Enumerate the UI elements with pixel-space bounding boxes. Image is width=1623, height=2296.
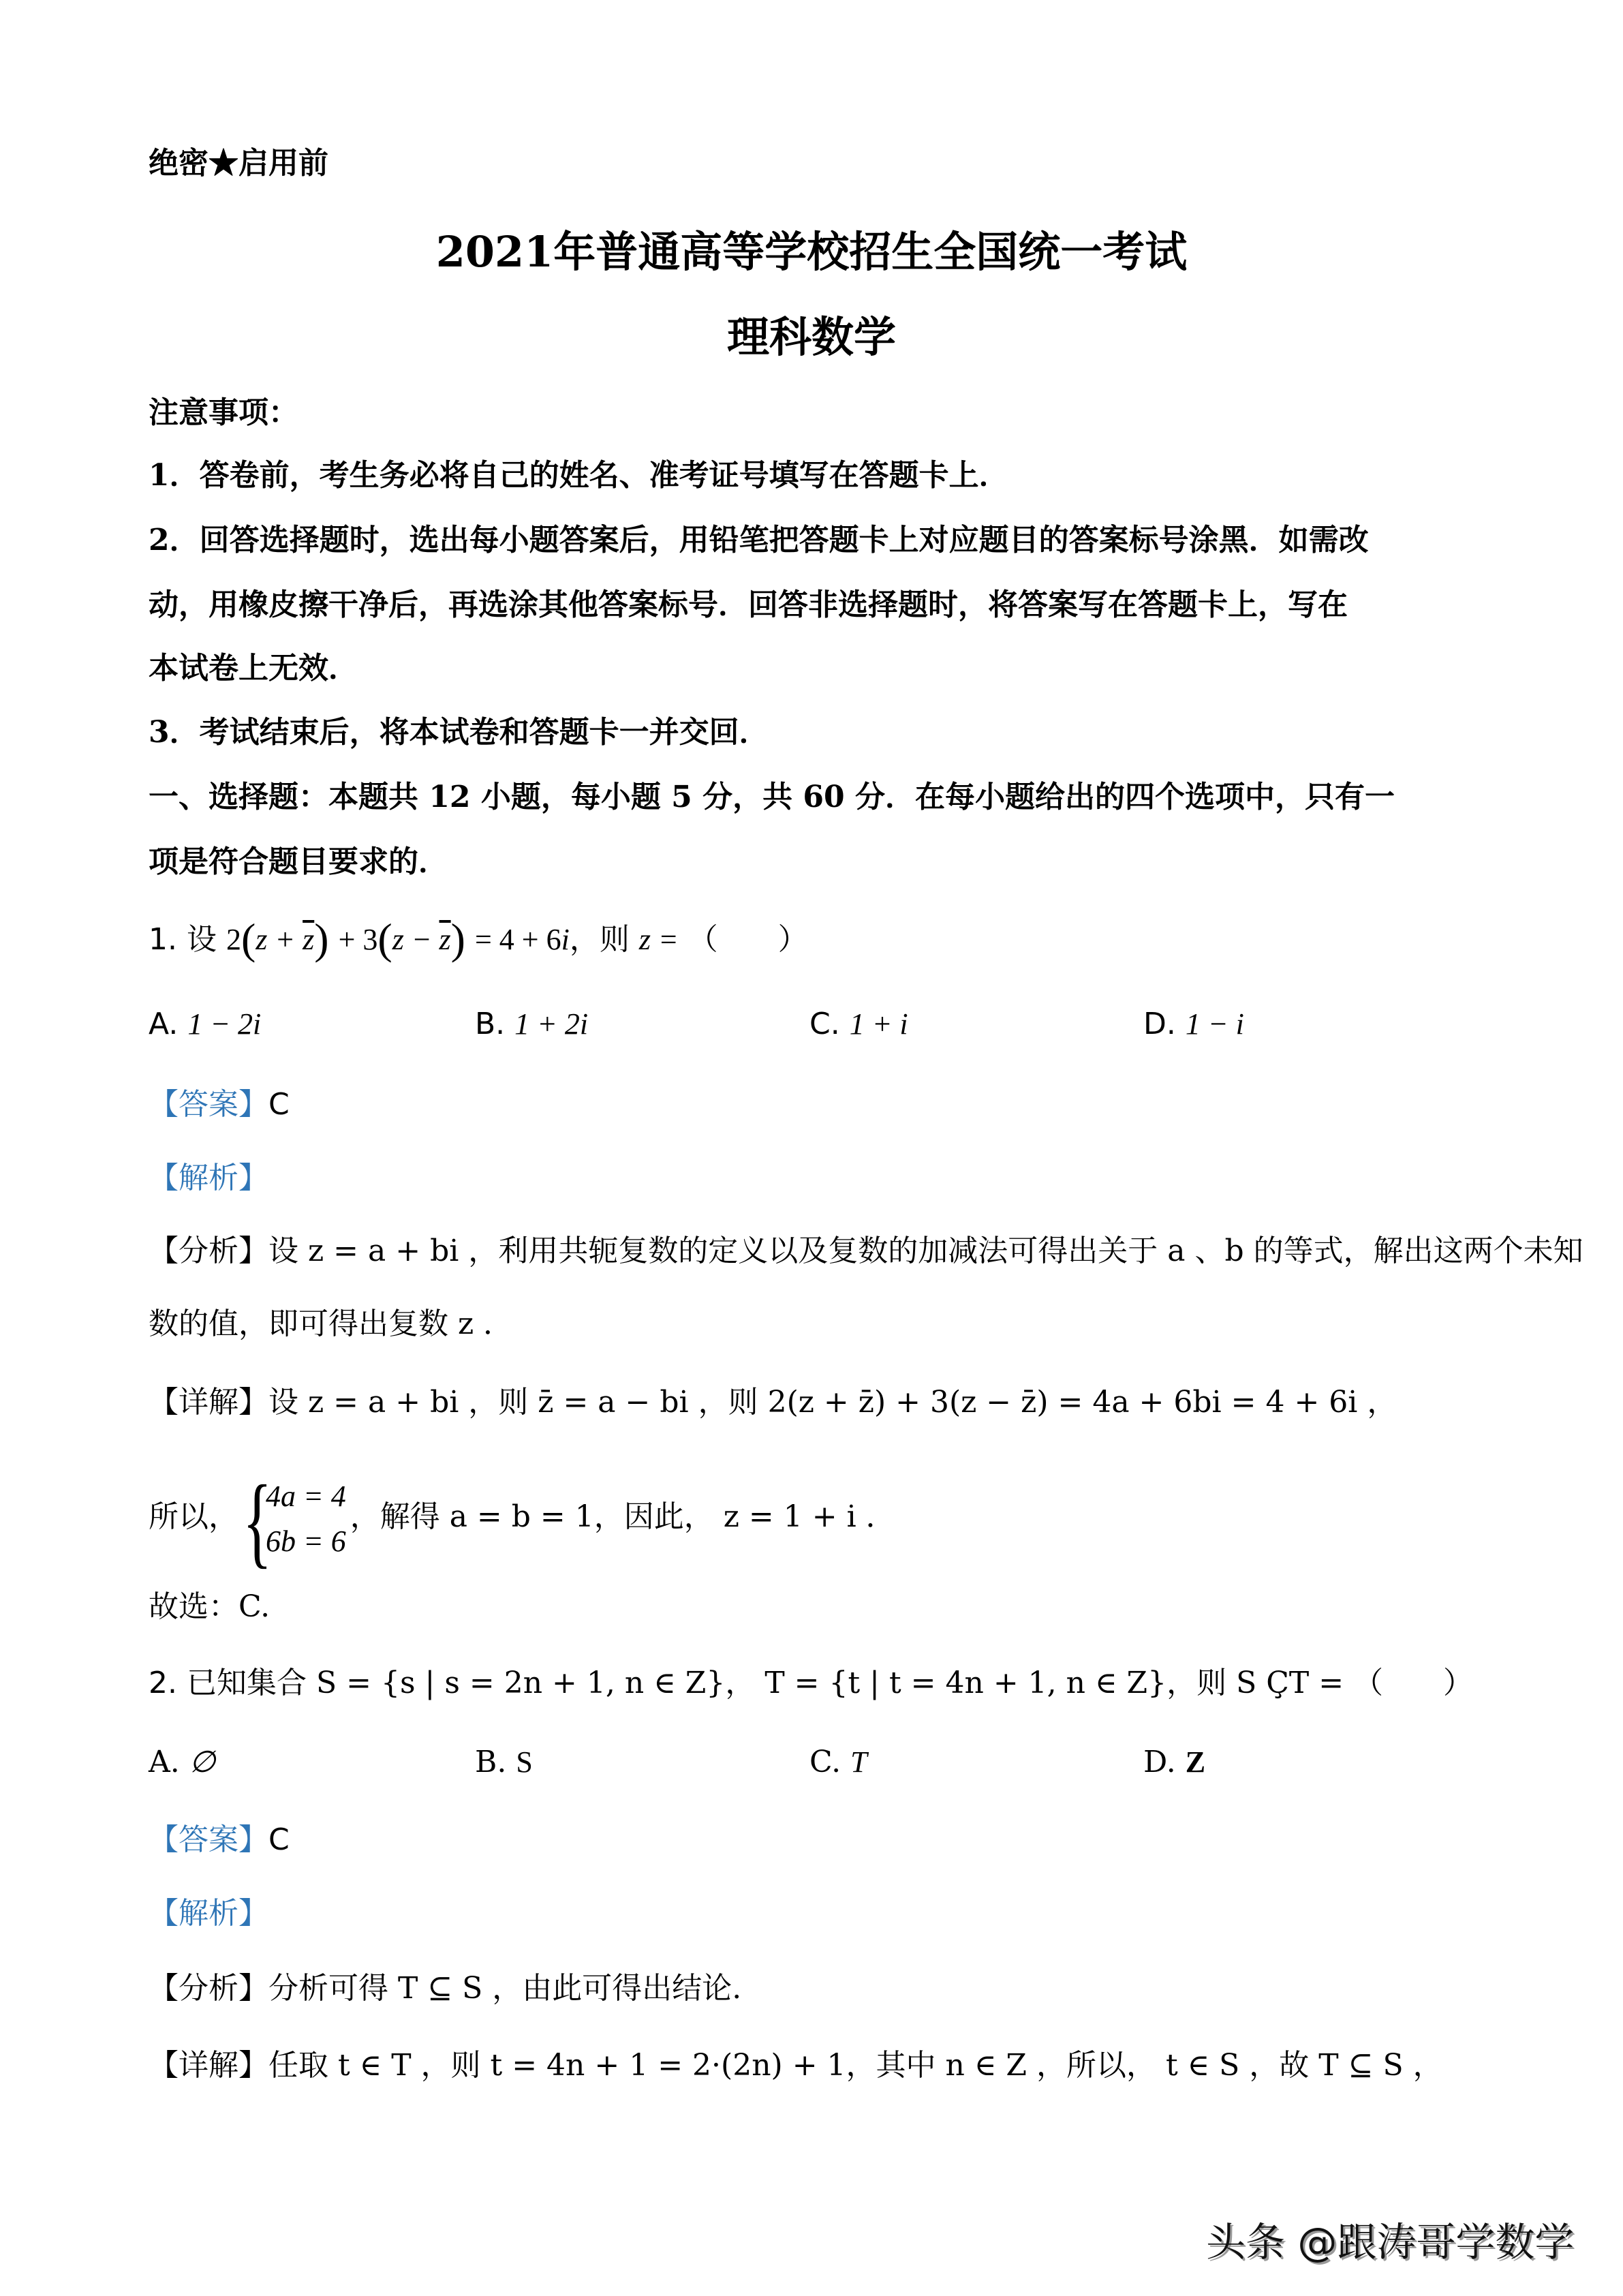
q2-option-d[interactable] [1143, 1743, 1205, 1781]
equation-system [243, 1464, 346, 1578]
q2-option-a[interactable] [149, 1743, 215, 1781]
q1-xiangjie-line1 [149, 1383, 1397, 1422]
system-row-2: 6b = 6 [266, 1524, 346, 1558]
fenxi-text: 设 z = a + bi ，利用共轭复数的定义以及复数的加减法可得出关于 a 、b 的等式，解出这两个未知 [268, 1234, 1583, 1268]
q1-option-a[interactable] [149, 1005, 261, 1043]
note-item-1: 1．答卷前，考生务必将自己的姓名、准考证号填写在答题卡上． [149, 458, 1009, 493]
section-instructions-line1: 一、选择题：本题共 12 小题，每小题 5 分，共 60 分．在每小题给出的四个选项中，只有一 [149, 780, 1395, 814]
q2-analysis-label [149, 1895, 268, 1933]
q1-z-eq: z = [638, 923, 679, 956]
xiangjie-text: 任取 t ∈ T ，则 t = 4n + 1 = 2·(2n) + 1，其中 n ∈ Z ，所以， t ∈ S ，故 T ⊆ S ， [268, 2048, 1443, 2083]
q1-number: 1. [149, 922, 177, 957]
so-text: 所以， [149, 1499, 238, 1534]
note-item-2-end: 本试卷上无效． [149, 651, 358, 686]
q2-option-c[interactable] [809, 1743, 867, 1781]
analysis-label: 【解析】 [149, 1161, 268, 1195]
confidential-mark: 绝密★启用前 [149, 146, 328, 181]
note-item-3: 3．考试结束后，将本试卷和答题卡一并交回． [149, 715, 769, 750]
option-label: C. [809, 1007, 840, 1041]
xiangjie-text-2: ，解得 a = b = 1，因此， z = 1 + i ． [350, 1499, 896, 1534]
xiangjie-label: 【详解】 [149, 1385, 268, 1420]
option-label: D. [1143, 1007, 1176, 1041]
q2-fenxi [149, 1970, 741, 2008]
q1-prefix: 设 [186, 922, 217, 957]
q1-then: ，则 [569, 922, 630, 957]
option-label: B. [475, 1007, 506, 1041]
option-value: T [850, 1745, 867, 1779]
option-value: 1 + i [849, 1007, 908, 1041]
q1-coef-2: 2 [226, 923, 241, 956]
q1-option-d[interactable] [1143, 1005, 1244, 1043]
option-value: Z [1185, 1745, 1206, 1779]
xiangjie-text: 设 z = a + bi ，则 z̄ = a − bi ，则 2(z + z̄) + 3(z − z̄) = 4a + 6bi = 4 + 6i ， [268, 1385, 1397, 1420]
notes-heading: 注意事项： [149, 395, 298, 430]
q2-answer [149, 1821, 290, 1859]
q1-stem: 1. 设 $2(z + \overline{z}) + 3(z - \overline{z}) = 4 + 6i$，则 z = （ ） [149, 915, 808, 963]
q1-fenxi-line2: 数的值，即可得出复数 z ． [149, 1306, 514, 1341]
note-item-2-cont: 动，用橡皮擦干净后，再选涂其他答案标号．回答非选择题时，将答案写在答题卡上，写在 [149, 587, 1348, 622]
q2-stem [149, 1664, 1473, 1702]
left-brace-icon: { [243, 1464, 273, 1578]
q1-option-b[interactable] [475, 1005, 588, 1043]
answer-label: 【答案】 [149, 1822, 268, 1857]
option-label: D. [1143, 1745, 1176, 1779]
option-value: S [516, 1745, 533, 1779]
exam-title: 2021年普通高等学校招生全国统一考试 [435, 227, 1188, 277]
q1-option-c[interactable] [809, 1005, 908, 1043]
fenxi-label: 【分析】 [149, 1234, 268, 1268]
xiangjie-label: 【详解】 [149, 2048, 268, 2083]
option-label: A. [149, 1007, 179, 1041]
option-value: 1 − i [1185, 1007, 1244, 1041]
exam-subject: 理科数学 [726, 312, 896, 362]
watermark: 头条 @跟涛哥学数学 [1206, 2219, 1575, 2265]
option-value: 1 + 2i [514, 1007, 589, 1041]
answer-label: 【答案】 [149, 1087, 268, 1122]
answer-value: C [268, 1087, 290, 1122]
q1-conclusion: 故选：C. [149, 1589, 270, 1624]
option-value: 1 − 2i [187, 1007, 262, 1041]
answer-value: C [268, 1822, 290, 1857]
q2-stem-text: 已知集合 S = {s | s = 2n + 1, n ∈ Z}， T = {t | t = 4n + 1, n ∈ Z}，则 S ÇT = （ ） [186, 1666, 1474, 1700]
section-instructions-line2: 项是符合题目要求的． [149, 844, 448, 879]
system-row-1: 4a = 4 [266, 1479, 346, 1513]
note-item-2: 2．回答选择题时，选出每小题答案后，用铅笔把答题卡上对应题目的答案标号涂黑．如需改 [149, 523, 1369, 557]
fenxi-label: 【分析】 [149, 1971, 268, 2006]
q2-number: 2. [149, 1666, 177, 1700]
q1-blank: （ ） [687, 922, 808, 957]
q1-analysis-label [149, 1159, 268, 1197]
option-label: B. [475, 1745, 507, 1779]
option-value: ∅ [189, 1745, 216, 1779]
fenxi-text: 分析可得 T ⊆ S ，由此可得出结论. [268, 1971, 742, 2006]
q2-option-b[interactable] [475, 1743, 533, 1781]
q1-xiangjie-line2 [149, 1464, 896, 1578]
q1-answer [149, 1086, 290, 1124]
option-label: A. [149, 1745, 180, 1779]
q1-fenxi-line1 [149, 1232, 1583, 1270]
q2-xiangjie [149, 2047, 1443, 2085]
option-label: C. [809, 1745, 841, 1779]
analysis-label: 【解析】 [149, 1896, 268, 1931]
